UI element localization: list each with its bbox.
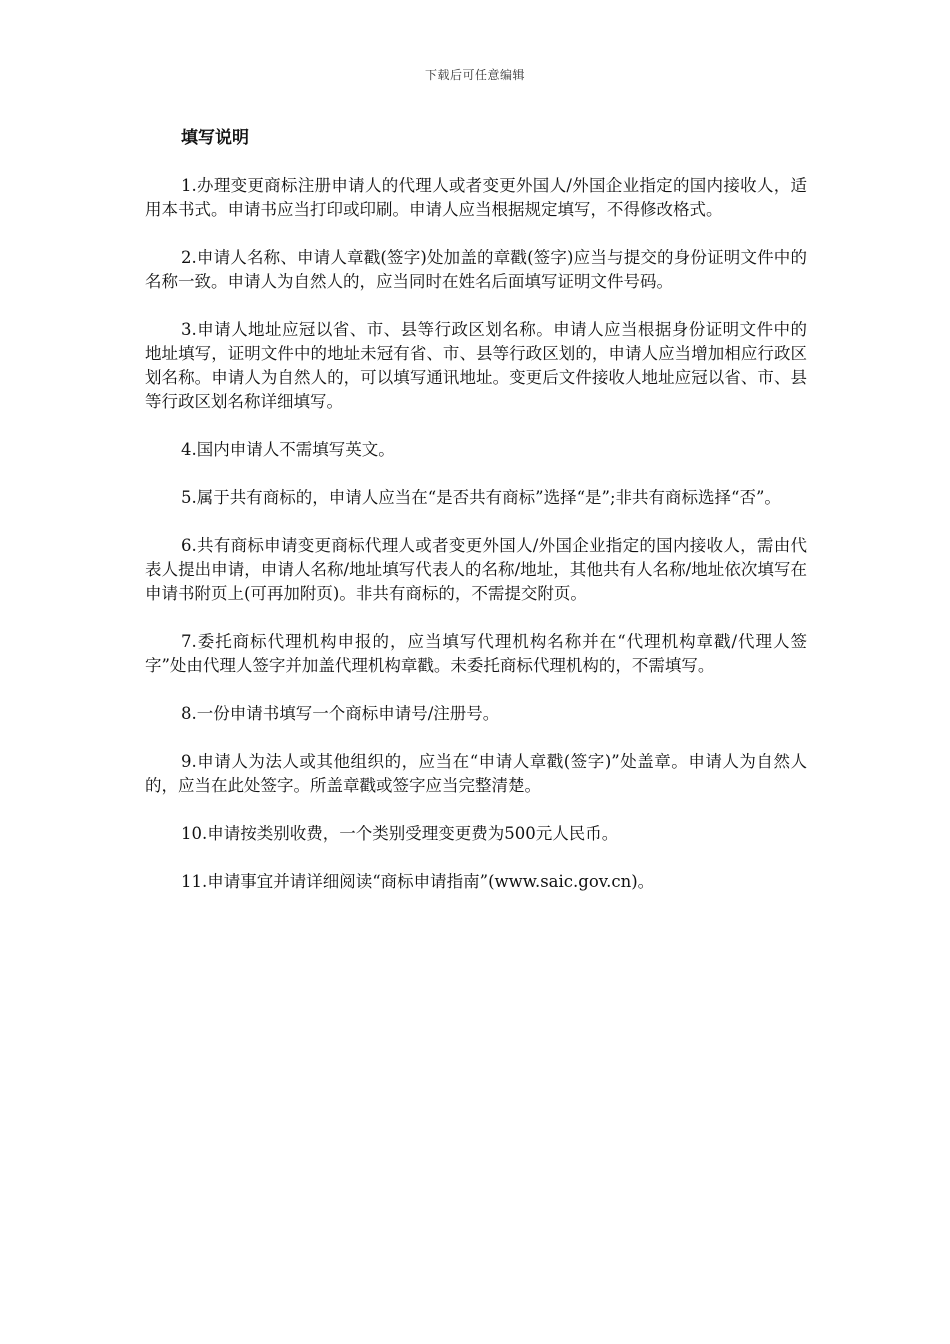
instruction-item-3: 3.申请人地址应冠以省、市、县等行政区划名称。申请人应当根据身份证明文件中的地址填写，证明文件中的地址未冠有省、市、县等行政区划的，申请人应当增加相应行政区划名称。申请人为自然人的，可以填写通讯地址。变更后文件接收人地址应冠以省、市、县等行政区划名称详细填写。 xyxy=(145,320,807,411)
instruction-item-1: 1.办理变更商标注册申请人的代理人或者变更外国人/外国企业指定的国内接收人，适用本书式。申请书应当打印或印刷。申请人应当根据规定填写，不得修改格式。 xyxy=(145,176,807,219)
section-title: 填写说明 xyxy=(181,128,249,148)
instruction-item-4: 4.国内申请人不需填写英文。 xyxy=(181,440,395,459)
instruction-item-8: 8.一份申请书填写一个商标申请号/注册号。 xyxy=(181,704,500,723)
page-header: 下载后可任意编辑 xyxy=(424,68,525,82)
document-body xyxy=(145,126,807,918)
instruction-item-7: 7.委托商标代理机构申报的，应当填写代理机构名称并在“代理机构章戳/代理人签字”处由代理人签字并加盖代理机构章戳。未委托商标代理机构的，不需填写。 xyxy=(145,632,807,675)
instruction-item-2: 2.申请人名称、申请人章戳(签字)处加盖的章戳(签字)应当与提交的身份证明文件中的名称一致。申请人为自然人的，应当同时在姓名后面填写证明文件号码。 xyxy=(145,248,807,291)
instruction-item-6: 6.共有商标申请变更商标代理人或者变更外国人/外国企业指定的国内接收人，需由代表人提出申请，申请人名称/地址填写代表人的名称/地址，其他共有人名称/地址依次填写在申请书附页上(可再加附页)。非共有商标的，不需提交附页。 xyxy=(145,536,807,603)
instruction-item-10: 10.申请按类别收费，一个类别受理变更费为500元人民币。 xyxy=(181,824,619,843)
instruction-item-9: 9.申请人为法人或其他组织的，应当在“申请人章戳(签字)”处盖章。申请人为自然人的，应当在此处签字。所盖章戳或签字应当完整清楚。 xyxy=(145,752,807,795)
instruction-item-11: 11.申请事宜并请详细阅读“商标申请指南”(www.saic.gov.cn)。 xyxy=(181,872,655,891)
instruction-item-5: 5.属于共有商标的，申请人应当在“是否共有商标”选择“是”;非共有商标选择“否”。 xyxy=(181,488,781,507)
